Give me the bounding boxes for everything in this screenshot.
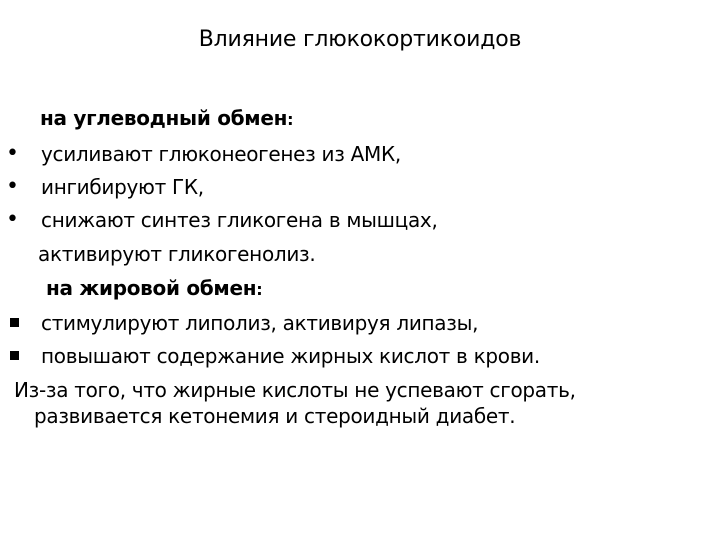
list-item-text: ингибируют ГК, xyxy=(41,175,204,199)
conclusion-line-2: развивается кетонемия и стероидный диабет. xyxy=(34,404,516,428)
list-item xyxy=(6,173,656,201)
section-heading-colon: : xyxy=(256,280,263,299)
list-item xyxy=(6,140,656,168)
section-heading-carbohydrate xyxy=(40,104,293,134)
bullet-dot-icon: • xyxy=(6,207,19,232)
section-heading-colon: : xyxy=(287,110,294,129)
list-item xyxy=(6,342,656,370)
conclusion-line-1: Из-за того, что жирные кислоты не успевают сгорать, xyxy=(14,378,576,402)
list-item-text: повышают содержание жирных кислот в крови. xyxy=(41,344,540,368)
square-bullet-icon xyxy=(10,318,19,327)
list-item-text: стимулируют липолиз, активируя липазы, xyxy=(41,311,479,335)
bullet-dot-icon: • xyxy=(6,141,19,166)
list-item-continuation: активируют гликогенолиз. xyxy=(38,242,316,266)
list-item-text: усиливают глюконеогенез из АМК, xyxy=(41,142,401,166)
section-heading-text: на жировой обмен xyxy=(46,276,257,300)
slide-title: Влияние глюкокортикоидов xyxy=(198,27,522,52)
list-item xyxy=(6,309,656,337)
section-heading-lipid xyxy=(46,274,262,304)
bullet-dot-icon: • xyxy=(6,174,19,199)
square-bullet-icon xyxy=(10,351,19,360)
list-item-text: снижают синтез гликогена в мышцах, xyxy=(41,208,438,232)
section-heading-text: на углеводный обмен xyxy=(40,106,288,130)
list-item xyxy=(6,206,656,234)
